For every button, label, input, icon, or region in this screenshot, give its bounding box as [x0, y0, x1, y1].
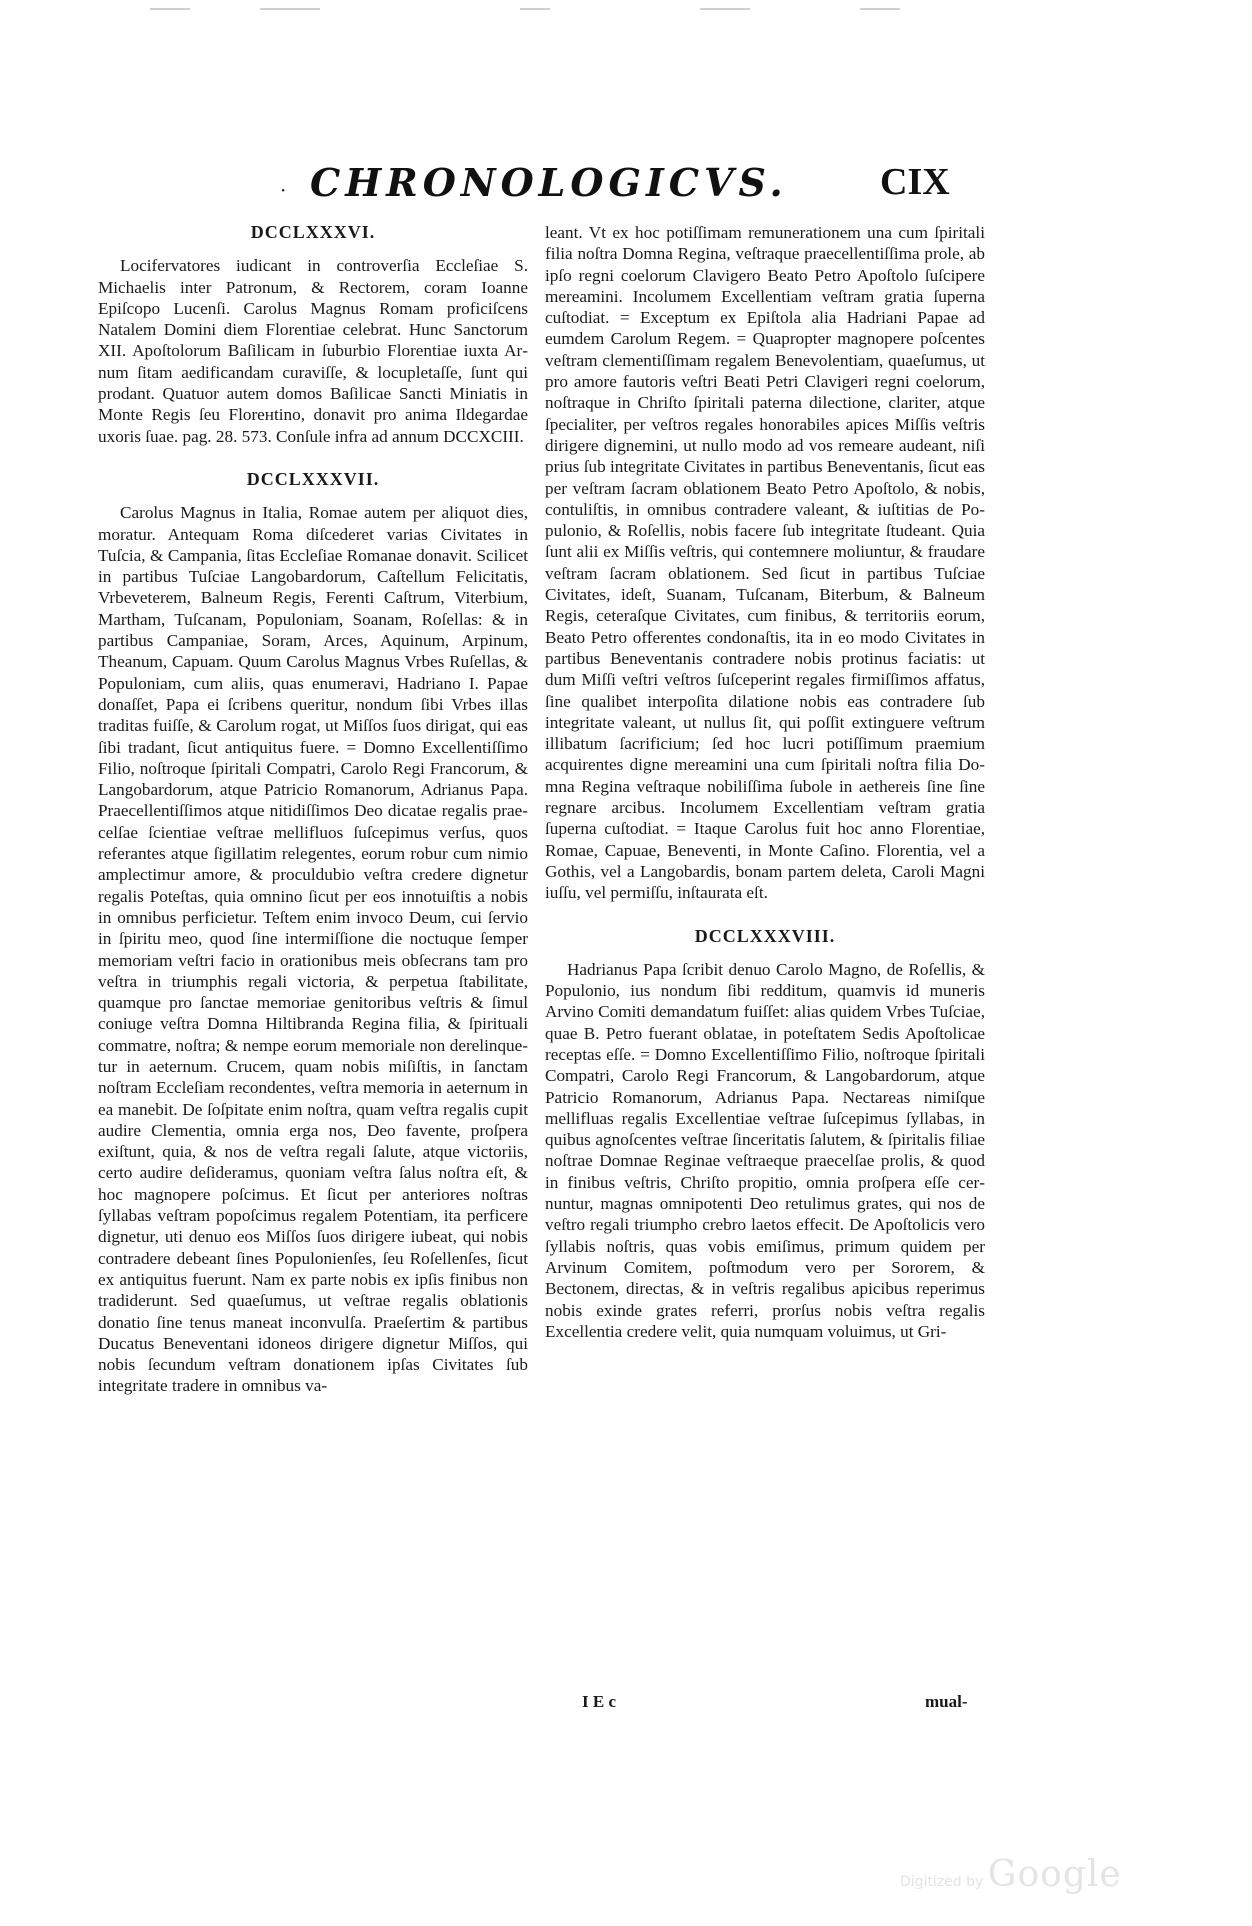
- section-heading-788: DCCLXXXVIII.: [694, 925, 836, 946]
- running-head-title: CHRONOLOGICVS.: [310, 160, 788, 205]
- page-dot-mark: ·: [280, 178, 287, 202]
- left-column: [98, 222, 528, 1413]
- catchword: mual-: [925, 1692, 968, 1711]
- right-column: [545, 222, 985, 1358]
- section-text-788: Hadrianus Papa ſcribit denuo Carolo Magno, de Roſellis, & Populonio, ius nondum ſibi redditum, quamvis id muneris Arvino Comiti demandatum fuiſſet: alias quidem Vrbes Tuſciae, quae B. Petro fuerant oblatae, in poteſtatem Sedis Apoſtolicae receptas eſſe. = Domno Excellentiſſimo Filio, noſtroque ſpiritali Compatri, Carolo Regi Francorum, & Langobardorum, atque Patricio Romanorum, Adrianus Papa. Nectareas nimiſque mellifluas regalis Excellentiae veſtrae ſuſcepimus ſyllabas, in quibus agnoſcentes veſtrae ſinceritatis ſalutem, & ſpiritalis filiae noſtrae Domnae Reginae veſtraeque praecelſae prolis, & quod in finibus veſtris, Chriſto propitio, omnia proſpera eſſe cernuntur, magnas omnipotenti Deo retulimus grates, qui nos de veſtro regali triumpho crebro laetos effecit. De Apoſtolicis vero ſyllabis noſtris, quas vobis emiſimus, primum quidem per Arvinum Comitem, poſtmodum vero per Sororem, & Bectonem, directas, & in veſtris regalibus apicibus reperimus nobis exinde grates referri, prorſus nobis veſtra regalis Excellentia credere velit, quia numquam voluimus, ut Gri-: [545, 959, 985, 1341]
- page-number: CIX: [880, 161, 950, 203]
- signature-mark: I E c: [582, 1692, 616, 1711]
- section-heading-786: DCCLXXXVI.: [250, 222, 376, 242]
- digitization-watermark: [900, 1854, 1122, 1895]
- continuation-text-787: leant. Vt ex hoc potiſſimam remunerationem una cum ſpiritali filia noſtra Domna Regina, veſtraque praecellentiſſima prole, ab ipſo regni coelorum Clavigero Beato Petro Apoſtolo ſuſcipere mereamini. Incolumem Excellentiam veſtram gratia ſuperna cuſtodiat. = Exceptum ex Epiſtola alia Hadriani Papae ad eumdem Carolum Regem. = Quapropter magnopere poſcentes veſtram clementiſſimam regalem Benevolentiam, quaeſumus, ut pro amore fautoris veſtri Beati Petri Clavigeri regni coelorum, noſtraque in Chriſto ſpiritali paterna dilectione, clariter, atque ſpecialiter, per veſtros regales honorabiles apices Miſſis veſtris dirigere dignemini, ut nullo modo ad vos remeare audeant, niſi prius ſub integritate Civitates in partibus Beneventanis, ſicut eas per veſtram ſacram oblationem Beato Petro Apoſtolo, & nobis, contuliſtis, in omnibus contradere valeant, & iuſtitias de Populonio, & Roſellis, nobis facere ſub integritate ſtudeant. Quia ſunt alii ex Miſſis veſtris, qui contemnere moliuntur, & fraudare veſtram ſacram oblationem. Sed ſicut in partibus Tuſciae Civitates, ideſt, Suanam, Tuſcanam, Biterbum, & Balneum Regis, ceteraſque Civitates, cum finibus, & territoriis eorum, Beato Petro offerentes condonaſtis, ita in eo modo Civitates in partibus Beneventanis contradere nobis protinus faciatis: ut dum Miſſi veſtri veſtros ſuſceperint regales firmiſſimos affatus, ſine qualibet interpoſita dilatione nobis eas contradere ſub integritate valeant, ut nullus ſit, qui poſſit extinguere veſtrum illibatum ſacrificium; ſed hoc lucri potiſſimum praemium acquirentes digne mereamini una cum ſpiritali noſtra filia Domna Regina veſtraque nobiliſſima ſubole in aethereis ſine ſine regnare arcibus. Incolumem Excellentiam veſtram gratia ſuperna cuſtodiat. = Itaque Carolus fuit hoc anno Florentiae, Romae, Capuae, Beneventi, in Monte Caſino. Florentia, vel a Gothis, vel a Langobardis, bonam partem deleta, Caroli Magni iuſſu, vel permiſſu, inſtaurata eſt.: [545, 223, 985, 903]
- section-text-786: Locifervatores iudicant in controverſia Eccleſiae S. Michaelis inter Patronum, & Rectorem, coram Ioanne Epiſcopo Lucenſi. Carolus Magnus Romam proficiſcens Natalem Domini diem Florentiae celebrat. Hunc Sanctorum XII. Apoſtolorum Baſilicam in ſuburbio Florentiae iuxta Arnum ſitam aedificandam curaviſſe, & locupletaſſe, ſunt qui prodant. Quatuor autem domos Baſilicae Sancti Miniatis in Monte Regis ſeu Florенtino, donavit pro anima Ildegardae uxoris ſuae. pag. 28. 573. Conſule infra ad annum DCCXCIII.: [98, 256, 528, 446]
- watermark-prefix: Digitized by: [900, 1874, 984, 1890]
- section-text-787: Carolus Magnus in Italia, Romae autem per aliquot dies, moratur. Antequam Roma diſcederet varias Civitates in Tuſcia, & Campania, ſitas Eccleſiae Romanae donavit. Scilicet in partibus Tuſciae Langobardorum, Caſtellum Felicitatis, Vrbeveterem, Balneum Regis, Ferenti Caſtrum, Viterbium, Martham, Tuſcanam, Populoniam, Soanam, Roſellas: & in partibus Campaniae, Soram, Arces, Aquinum, Arpinum, Theanum, Capuam. Quum Carolus Magnus Vrbes Ruſellas, & Populoniam, cum aliis, quas enumeravi, Hadriano I. Papae donaſſet, Papa ei ſcribens queritur, nondum ſibi Vrbes illas traditas fuiſſe, & Carolum rogat, ut Miſſos ſuos dirigat, qui eas ſibi tradant, ſicut antiquitus fuere. = Domno Excellentiſſimo Filio, noſtroque ſpiritali Compatri, Carolo Regi Francorum, & Langobardorum, atque Patricio Romanorum, Adrianus Papa. Praecellentiſſimos atque nitidiſſimos Deo dicatae regalis praecelſae ſcientiae veſtrae mellifluos ſuſcepimus verſus, quos referantes atque ſigillatim relegentes, eorum robur cum nimio amplectimur amore, & proculdubio veſtra credere dignetur regalis Poteſtas, quia omnino ſicut per eos innotuiſtis a nobis in omnibus perficietur. Teſtem enim invoco Deum, cui ſervio in ſpiritu meo, quod ſine intermiſſione die noctuque ſemper memoriam veſtri facio in orationibus meis obſecrans tam pro veſtra in triumphis regali victoria, & perpetua ſtabilitate, quamque pro ſanctae memoriae genitoribus veſtris & ſimul coniuge veſtra Domna Hiltibranda Regina filia, & ſpirituali commatre, noſtra; & nempe eorum memoriale non derelinquetur in aeternum. Crucem, quam nobis miſiſtis, in ſanctam noſtram Eccleſiam recondentes, veſtra memoria in aeternum in ea manebit. De ſoſpitate enim noſtra, quam veſtra regalis cupit audire Clementia, omnia erga nos, Deo favente, proſpera exiſtunt, quia, & nos de veſtra regali ſalute, atque victoriis, certo audire deſideramus, quoniam veſtra ſalus noſtra eſt, & hoc magnopere poſcimus. Et ſicut per anteriores noſtras ſyllabas veſtram popoſcimus regalem Potentiam, ita perficere dignetur, uti denuo eos Miſſos ſuos dirigere iubeat, qui nobis contradere debeant ſines Populonienſes, ſeu Roſellenſes, ſicut ex antiquitus fuerunt. Nam ex parte nobis ex ipſis finibus non tradiderunt. Sed quaeſumus, ut veſtrae regalis oblationis donatio ſine tenus maneat inconvulſa. Praeſertim & partibus Ducatus Beneventani idoneos dirigere dignetur Miſſos, qui nobis ſecundum veſtram donationem ipſas Civitates ſub integritate tradere in omnibus va-: [98, 503, 528, 1396]
- scan-top-edge: [0, 0, 1252, 30]
- section-heading-787: DCCLXXXVII.: [246, 468, 380, 489]
- watermark-brand: Google: [987, 1854, 1122, 1895]
